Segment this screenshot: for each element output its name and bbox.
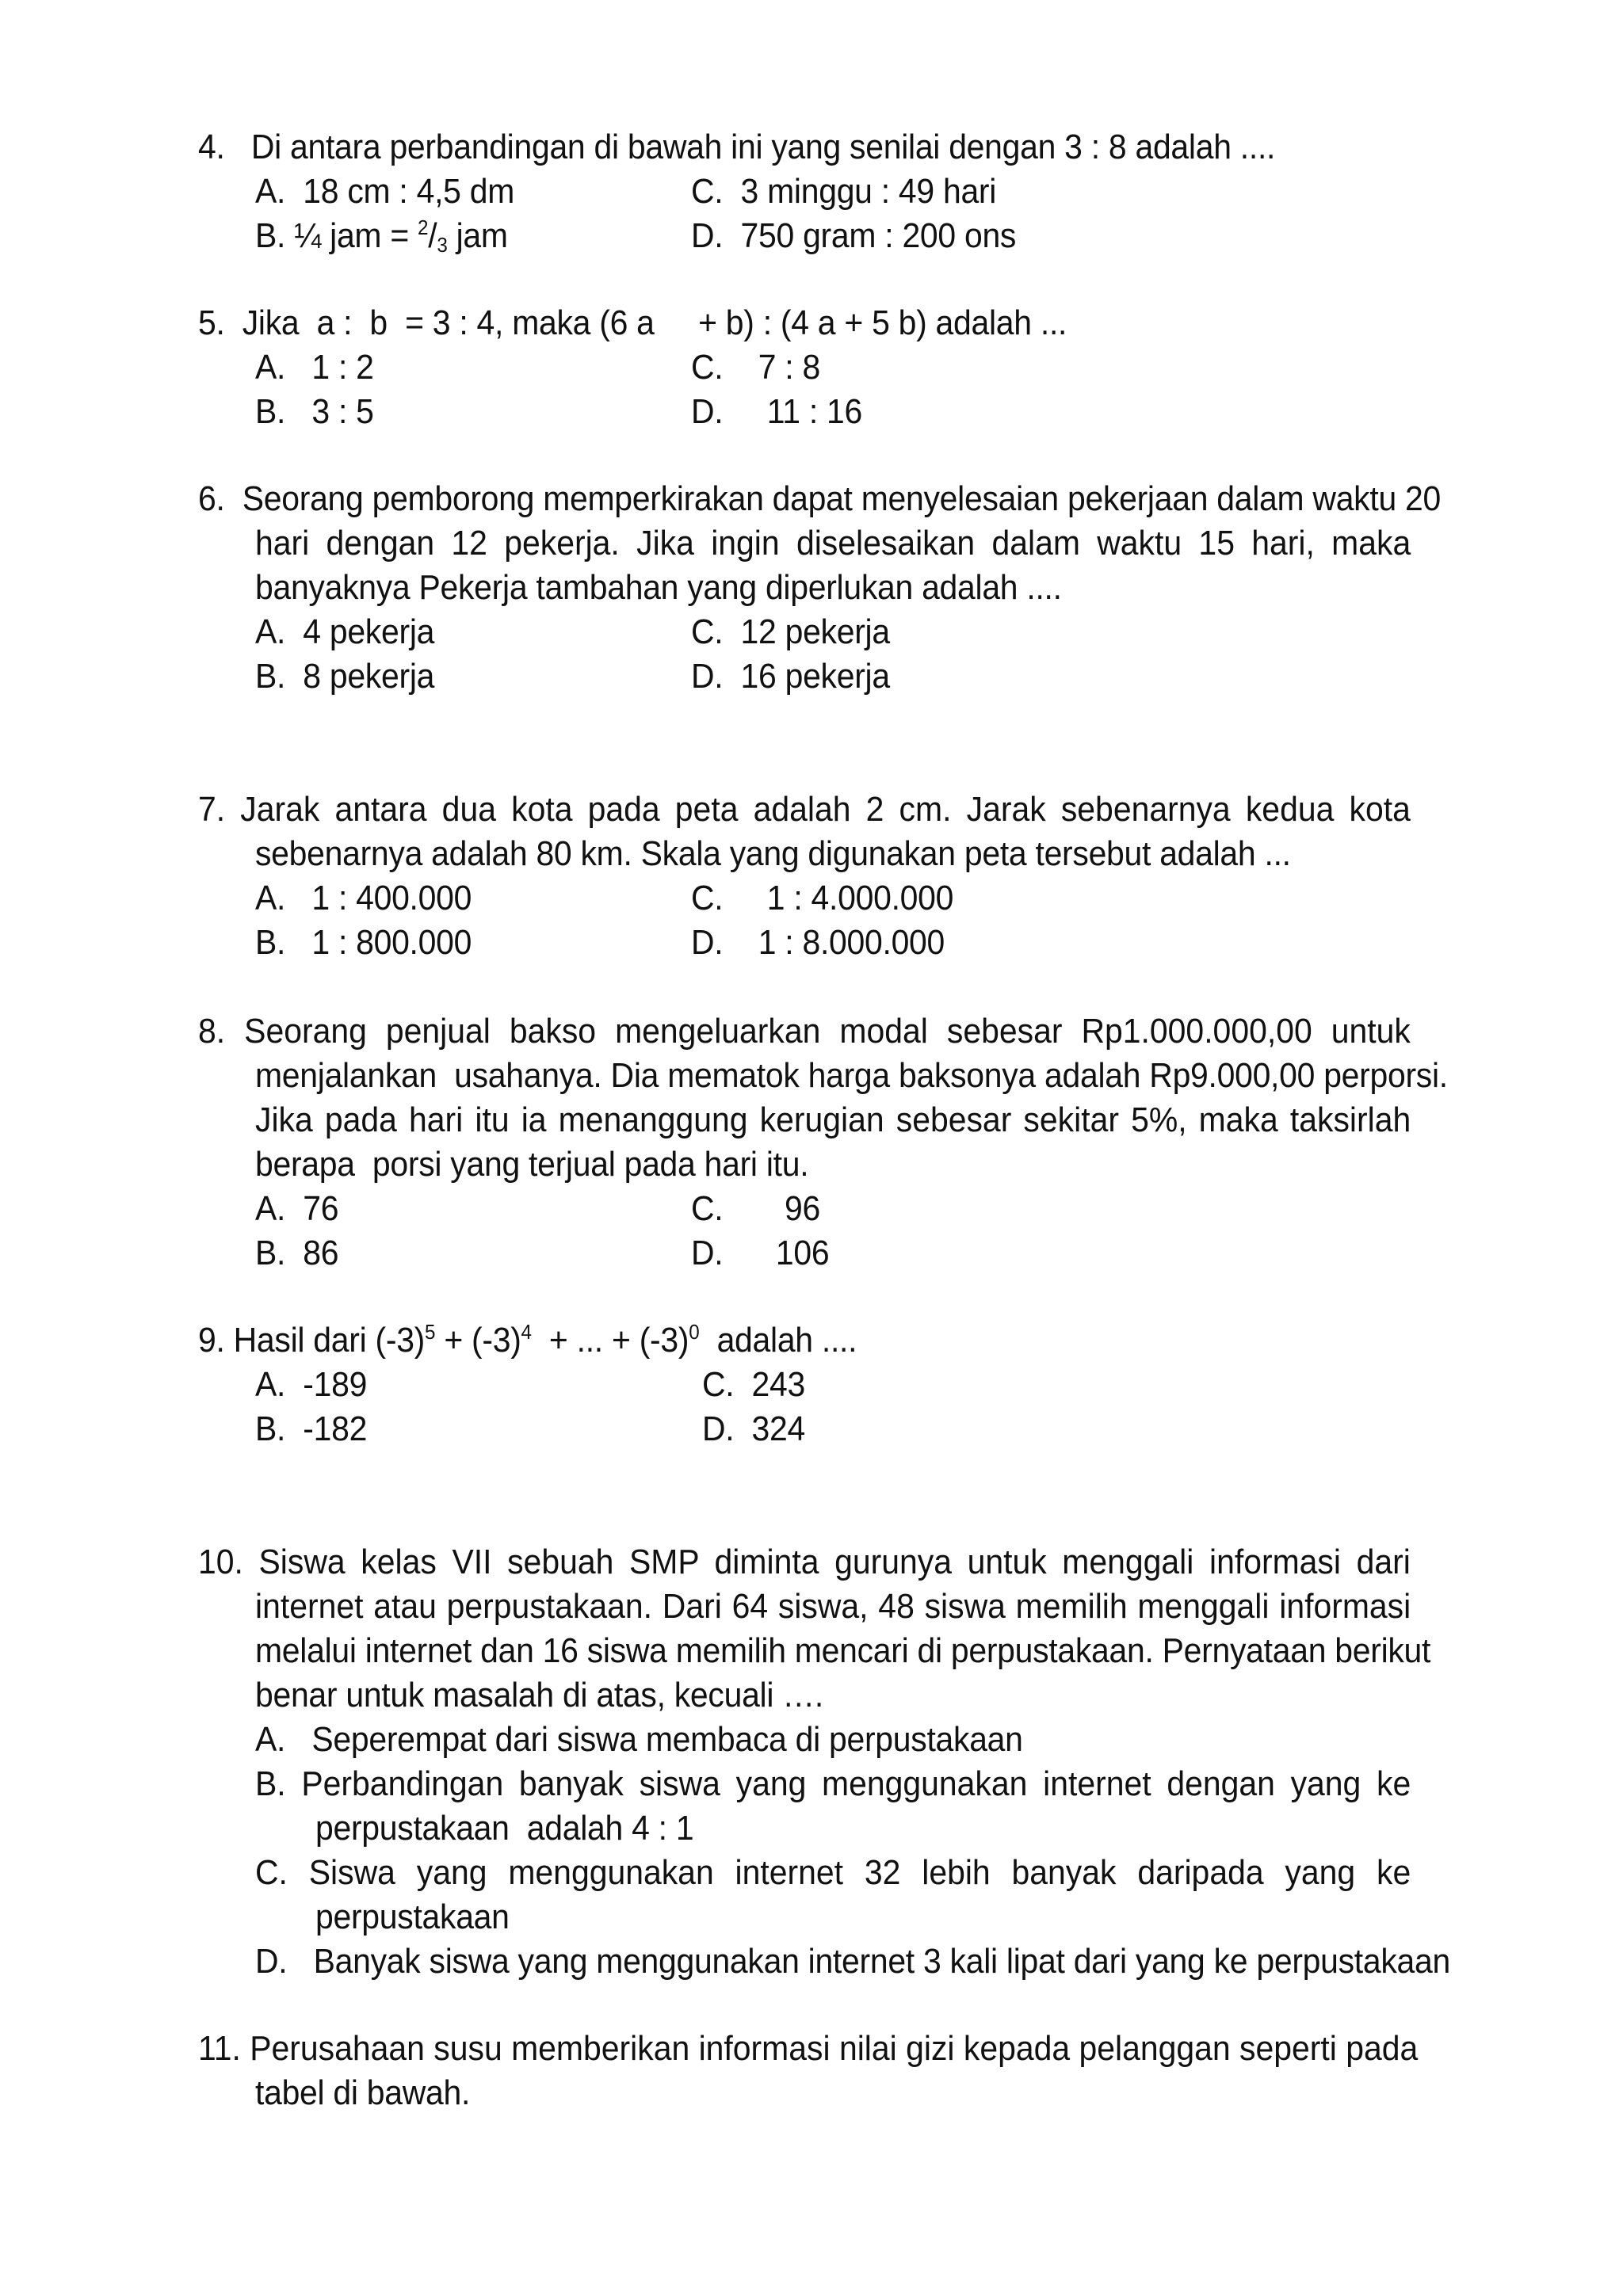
q8-option-b: B. 86 — [255, 1234, 339, 1272]
q8-stem-line1: 8. Seorang penjual bakso mengeluarkan modal sebesar Rp1.000.000,00 untuk — [198, 1012, 1411, 1051]
q4-option-c: C. 3 minggu : 49 hari — [691, 172, 997, 211]
q10-option-c-line2: perpustakaan — [315, 1897, 510, 1936]
q10-stem-line2: internet atau perpustakaan. Dari 64 siswa, 48 siswa memilih menggali informasi — [255, 1587, 1411, 1626]
q7-option-c: C. 1 : 4.000.000 — [691, 879, 954, 917]
q5-option-a: A. 1 : 2 — [255, 348, 374, 387]
q5-option-d: D. 11 : 16 — [691, 392, 862, 431]
q10-stem-line4: benar untuk masalah di atas, kecuali …. — [255, 1676, 824, 1714]
q6-stem-line3: banyaknya Pekerja tambahan yang diperlukan adalah .... — [255, 568, 1062, 607]
q6-option-d: D. 16 pekerja — [691, 657, 890, 696]
q9-option-b: B. -182 — [255, 1409, 368, 1448]
q11-stem-line1: 11. Perusahaan susu memberikan informasi nilai gizi kepada pelanggan seperti pada — [198, 2029, 1419, 2068]
q8-stem-line2: menjalankan usahanya. Dia mematok harga baksonya adalah Rp9.000,00 perporsi. — [255, 1056, 1448, 1095]
q10-option-d: D. Banyak siswa yang menggunakan internet 3 kali lipat dari yang ke perpustakaan — [255, 1942, 1450, 1981]
q7-stem-line1: 7. Jarak antara dua kota pada peta adalah 2 cm. Jarak sebenarnya kedua kota — [198, 790, 1411, 829]
q10-option-c-line1: C. Siswa yang menggunakan internet 32 lebih banyak daripada yang ke — [255, 1853, 1411, 1892]
q4-option-d: D. 750 gram : 200 ons — [691, 216, 1017, 255]
q10-option-b-line2: perpustakaan adalah 4 : 1 — [315, 1809, 694, 1848]
q10-option-b-line1: B. Perbandingan banyak siswa yang menggunakan internet dengan yang ke — [255, 1764, 1411, 1803]
q8-option-a: A. 76 — [255, 1189, 339, 1228]
q6-option-b: B. 8 pekerja — [255, 657, 435, 696]
q7-option-b: B. 1 : 800.000 — [255, 923, 472, 962]
q6-option-c: C. 12 pekerja — [691, 612, 890, 651]
q9-stem: 9. Hasil dari $(-3)^5 + (-3)^4$ + ... + $(-3)^0$ adalah .... — [198, 1320, 857, 1360]
q11-stem-line2: tabel di bawah. — [255, 2073, 471, 2112]
q8-option-c: C. 96 — [691, 1189, 820, 1228]
q10-stem-line3: melalui internet dan 16 siswa memilih mencari di perpustakaan. Pernyataan berikut — [255, 1631, 1431, 1670]
q6-stem-line2: hari dengan 12 pekerja. Jika ingin diselesaikan dalam waktu 15 hari, maka — [255, 524, 1411, 563]
q4-stem: 4. Di antara perbandingan di bawah ini yang senilai dengan 3 : 8 adalah .... — [198, 128, 1276, 166]
q10-stem-line1: 10. Siswa kelas VII sebuah SMP diminta gurunya untuk menggali informasi dari — [198, 1543, 1411, 1581]
q8-option-d: D. 106 — [691, 1234, 830, 1272]
q8-stem-line4: berapa porsi yang terjual pada hari itu. — [255, 1145, 809, 1184]
q6-option-a: A. 4 pekerja — [255, 612, 435, 651]
q5-stem: 5. Jika a : b = 3 : 4, maka (6 a + b) : (4 a + 5 b) adalah ... — [198, 303, 1067, 342]
q5-option-b: B. 3 : 5 — [255, 392, 374, 431]
q7-option-d: D. 1 : 8.000.000 — [691, 923, 945, 962]
q9-option-d: D. 324 — [702, 1409, 805, 1448]
q5-option-c: C. 7 : 8 — [691, 348, 820, 387]
q7-option-a: A. 1 : 400.000 — [255, 879, 472, 917]
q9-option-c: C. 243 — [702, 1365, 805, 1404]
q10-option-a: A. Seperempat dari siswa membaca di perpustakaan — [255, 1720, 1023, 1759]
q7-stem-line2: sebenarnya adalah 80 km. Skala yang digunakan peta tersebut adalah ... — [255, 834, 1291, 873]
q4-option-b: B. ¼ jam = $^2/_3$ jam — [255, 215, 508, 257]
q4-option-a: A. 18 cm : 4,5 dm — [255, 172, 515, 211]
q9-option-a: A. -189 — [255, 1365, 368, 1404]
q8-stem-line3: Jika pada hari itu ia menanggung kerugian sebesar sekitar 5%, maka taksirlah — [255, 1100, 1411, 1139]
q6-stem-line1: 6. Seorang pemborong memperkirakan dapat menyelesaian pekerjaan dalam waktu 20 — [198, 479, 1441, 518]
